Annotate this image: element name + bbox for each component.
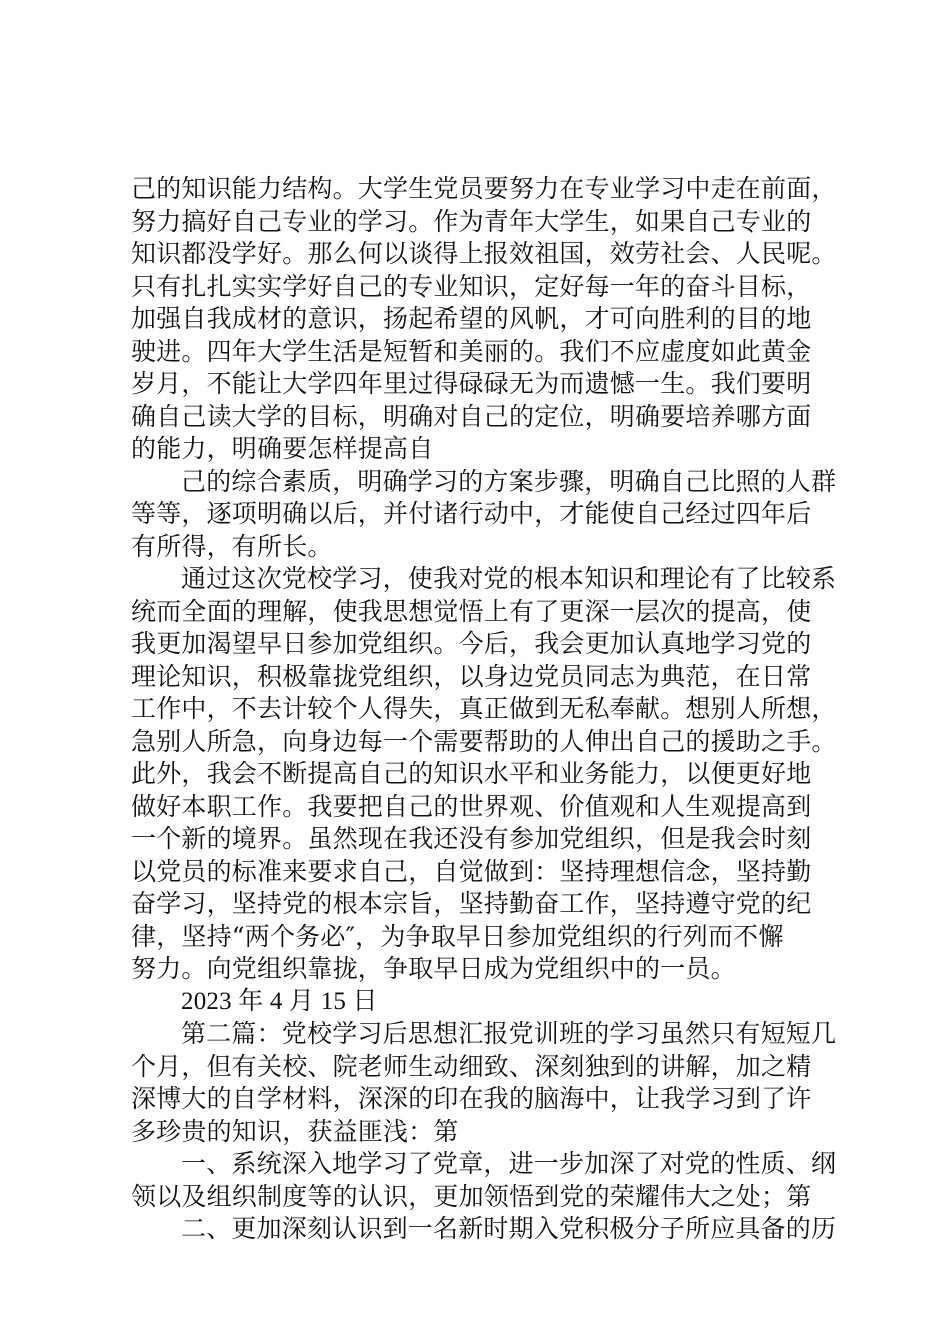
- paragraph-start-line: 通过这次党校学习，使我对党的根本知识和理论有了比较系: [181, 564, 837, 593]
- text-line: 确自己读大学的目标，明确对自己的定位，明确要培养哪方面: [131, 401, 812, 431]
- text-line: 有所得，有所长。: [131, 531, 333, 561]
- text-line: 驶进。四年大学生活是短暂和美丽的。我们不应虚度如此黄金: [131, 336, 812, 366]
- text-line: 领以及组织制度等的认识，更加领悟到党的荣耀伟大之处；第: [131, 1181, 812, 1211]
- text-line: 奋学习，坚持党的根本宗旨，坚持勤奋工作，坚持遵守党的纪: [131, 889, 812, 918]
- text-line: 的能力，明确要怎样提高自: [131, 434, 434, 463]
- text-line: 己的知识能力结构。大学生党员要努力在专业学习中走在前面，: [131, 174, 837, 203]
- text-line: 努力。向党组织靠拢，争取早日成为党组织中的一员。: [131, 954, 736, 983]
- text-line: 工作中，不去计较个人得失，真正做到无私奉献。想别人所想，: [131, 694, 837, 723]
- text-line: 一个新的境界。虽然现在我还没有参加党组织，但是我会时刻: [131, 824, 812, 853]
- text-line: 知识都没学好。那么何以谈得上报效祖国，效劳社会、人民呢。: [131, 239, 837, 268]
- text-line: 多珍贵的知识，获益匪浅：第: [131, 1116, 459, 1146]
- text-line: 律，坚持“两个务必″，为争取早日参加党组织的行列而不懈: [131, 921, 784, 951]
- text-line: 统而全面的理解，使我思想觉悟上有了更深一层次的提高，使: [131, 596, 812, 626]
- section-heading-line: 第二篇：党校学习后思想汇报党训班的学习虽然只有短短几: [181, 1019, 837, 1048]
- text-line: 只有扎扎实实学好自己的专业知识，定好每一年的奋斗目标，: [131, 271, 812, 301]
- text-line: 我更加渴望早日参加党组织。今后，我会更加认真地学习党的: [131, 629, 812, 658]
- text-line: 此外，我会不断提高自己的知识水平和业务能力，以便更好地: [131, 759, 812, 788]
- text-line: 以党员的标准来要求自己，自觉做到：坚持理想信念，坚持勤: [131, 856, 812, 886]
- paragraph-start-line: 二、更加深刻认识到一名新时期入党积极分子所应具备的历: [181, 1214, 837, 1243]
- text-line: 个月，但有关校、院老师生动细致、深刻独到的讲解，加之精: [131, 1051, 812, 1081]
- text-line: 努力搞好自己专业的学习。作为青年大学生，如果自己专业的: [131, 206, 812, 236]
- date-line: 2023 年 4 月 15 日: [181, 987, 378, 1015]
- text-line: 等等，逐项明确以后，并付诸行动中，才能使自己经过四年后: [131, 499, 812, 528]
- text-line: 深博大的自学材料，深深的印在我的脑海中，让我学习到了许: [131, 1084, 812, 1113]
- text-line: 做好本职工作。我要把自己的世界观、价值观和人生观提高到: [131, 791, 812, 821]
- text-line: 加强自我成材的意识，扬起希望的风帆，才可向胜利的目的地: [131, 304, 812, 333]
- paragraph-start-line: 一、系统深入地学习了党章，进一步加深了对党的性质、纲: [181, 1149, 837, 1178]
- paragraph-start-line: 己的综合素质，明确学习的方案步骤，明确自己比照的人群: [181, 466, 837, 496]
- text-line: 岁月，不能让大学四年里过得碌碌无为而遗憾一生。我们要明: [131, 369, 812, 398]
- text-line: 急别人所急，向身边每一个需要帮助的人伸出自己的援助之手。: [131, 726, 837, 756]
- document-body: [131, 173, 837, 1246]
- text-line: 理论知识，积极靠拢党组织，以身边党员同志为典范，在日常: [131, 661, 812, 691]
